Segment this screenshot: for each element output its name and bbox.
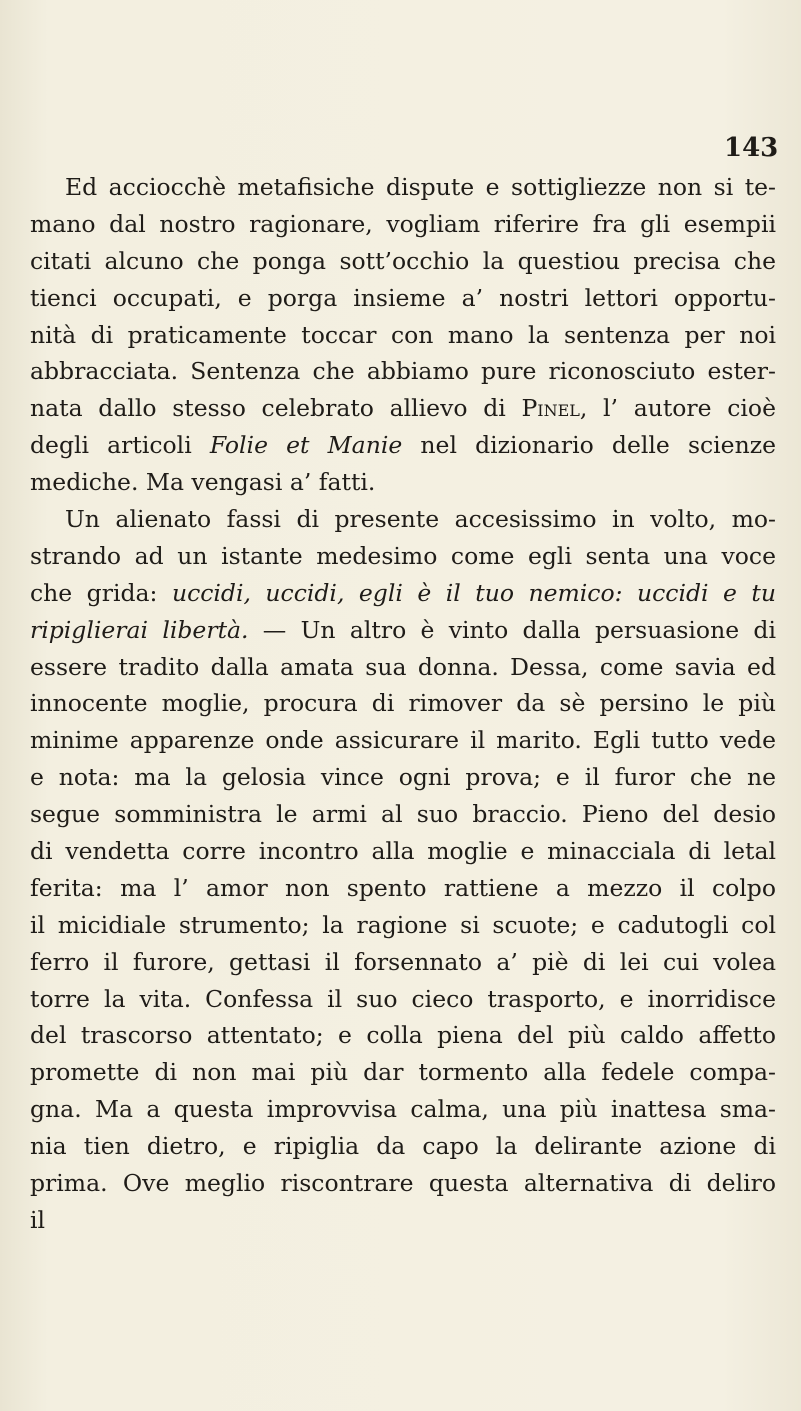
text-line: mano dal nostro ragionare, vogliam riferire fra gli esempii (30, 209, 776, 238)
text-line: il micidiale strumento; la ragione si scuote; e cadutogli col (30, 910, 776, 939)
text-line: nità di praticamente toccar con mano la sentenza per noi (30, 320, 776, 349)
text-line: Ed acciocchè metafisiche dispute e sottigliezze non si te- (65, 173, 776, 201)
text-line: e nota: ma la gelosia vince ogni prova; e il furor che ne (30, 763, 776, 792)
body-text (30, 169, 776, 1239)
text-line: prima. Ove meglio riscontrare questa alternativa di deliro (30, 1169, 776, 1198)
text-line: strando ad un istante medesimo come egli senta una voce (30, 541, 776, 570)
text-line: ripiglierai libertà. — Un altro è vinto dalla persuasione di (30, 615, 776, 644)
text-line: di vendetta corre incontro alla moglie e minacciala di letal (30, 837, 776, 866)
text-line: ferita: ma l’ amor non spento rattiene a mezzo il colpo (30, 873, 776, 902)
text-line: minime apparenze onde assicurare il marito. Egli tutto vede (30, 726, 776, 755)
text-line: Un alienato fassi di presente accesissimo in volto, mo- (65, 505, 776, 534)
quoted-voice: ripiglierai libertà. (30, 615, 249, 644)
quoted-voice: uccidi, uccidi, egli è il tuo nemico: uccidi e tu (171, 578, 776, 607)
text-line: nia tien dietro, e ripiglia da capo la delirante azione di (30, 1132, 776, 1161)
text-line: ferro il furore, gettasi il forsennato a’ piè di lei cui volea (30, 947, 776, 976)
text-line: innocente moglie, procura di rimover da sè persino le più (30, 689, 776, 718)
text-line: del trascorso attentato; e colla piena del più caldo affetto (30, 1021, 776, 1050)
text-line: torre la vita. Confessa il suo cieco trasporto, e inorridisce (30, 984, 776, 1013)
text-line: nata dallo stesso celebrato allievo di Pinel, l’ autore cioè (30, 394, 776, 423)
text-line: tienci occupati, e porga insieme a’ nostri lettori opportu- (30, 283, 776, 312)
page-number: 143 (724, 133, 779, 163)
text-line: citati alcuno che ponga sott’occhio la questiou precisa che (30, 246, 776, 275)
text-line: essere tradito dalla amata sua donna. Dessa, come savia ed (30, 652, 776, 681)
text-line: degli articoli Folie et Manie nel dizionario delle scienze (30, 431, 777, 460)
text-line: mediche. Ma vengasi a’ fatti. (30, 468, 376, 497)
text-line: promette di non mai più dar tormento alla fedele compa- (30, 1058, 776, 1087)
author-name: Pinel (521, 394, 580, 423)
work-title: Folie et Manie (209, 431, 403, 460)
text-line: segue somministra le armi al suo braccio. Pieno del desio (30, 800, 776, 829)
text-line: gna. Ma a questa improvvisa calma, una più inattesa sma- (30, 1095, 776, 1124)
text-line: che grida: uccidi, uccidi, egli è il tuo nemico: uccidi e tu (30, 578, 776, 607)
text-line: abbracciata. Sentenza che abbiamo pure riconosciuto ester- (30, 357, 776, 386)
text-line: il (30, 1205, 46, 1234)
